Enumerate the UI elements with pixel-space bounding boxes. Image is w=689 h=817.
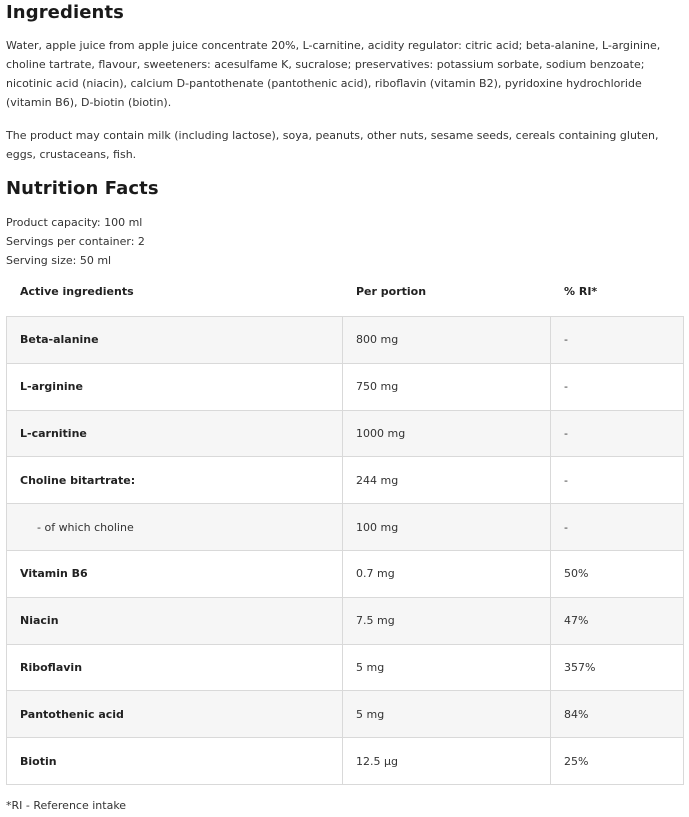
ingredient-name: Beta-alanine: [7, 317, 343, 364]
table-row: [7, 597, 684, 644]
ingredients-heading: Ingredients: [6, 2, 124, 23]
ingredient-name: Riboflavin: [7, 644, 343, 691]
per-portion-value: 5 mg: [343, 644, 551, 691]
ri-value: -: [551, 317, 684, 364]
ingredient-name: Pantothenic acid: [7, 691, 343, 738]
ingredient-name: L-carnitine: [7, 410, 343, 457]
ri-value: -: [551, 504, 684, 551]
per-portion-value: 100 mg: [343, 504, 551, 551]
ingredient-name: Niacin: [7, 597, 343, 644]
header-active-ingredients: Active ingredients: [20, 285, 134, 298]
ingredient-name: Vitamin B6: [7, 550, 343, 597]
product-capacity: Product capacity: 100 ml: [6, 216, 143, 229]
servings-per-container: Servings per container: 2: [6, 235, 145, 248]
serving-size: Serving size: 50 ml: [6, 254, 112, 267]
table-row: [7, 317, 684, 364]
per-portion-value: 12.5 µg: [343, 738, 551, 785]
ri-value: -: [551, 410, 684, 457]
header-ri: % RI*: [564, 285, 598, 298]
table-row: [7, 504, 684, 551]
table-row: [7, 410, 684, 457]
per-portion-value: 1000 mg: [343, 410, 551, 457]
allergens-text: The product may contain milk (including lactose), soya, peanuts, other nuts, sesame seeds, cereals containing gluten, eggs, crustaceans, fish.: [6, 129, 659, 161]
ri-value: 25%: [551, 738, 684, 785]
table-row: [7, 457, 684, 504]
ingredients-text: Water, apple juice from apple juice concentrate 20%, L-carnitine, acidity regulator: citric acid; beta-alanine, L-arginine, choline tartrate, flavour, sweeteners: acesulfame K, sucralose; preservatives: potassium sorbate, sodium benzoate; nicotinic acid (niacin), calcium D-pantothenate (pantothenic acid), riboflavin (vitamin B2), pyridoxine hydrochloride (vitamin B6), D-biotin (biotin).: [6, 39, 661, 109]
table-row: [7, 738, 684, 785]
table-row: [7, 691, 684, 738]
per-portion-value: 5 mg: [343, 691, 551, 738]
table-row: [7, 644, 684, 691]
ri-footnote: *RI - Reference intake: [6, 799, 127, 812]
table-row: [7, 363, 684, 410]
table-row: [7, 550, 684, 597]
nutrition-facts-heading: Nutrition Facts: [6, 178, 159, 199]
per-portion-value: 7.5 mg: [343, 597, 551, 644]
ri-value: 47%: [551, 597, 684, 644]
product-meta: [6, 213, 145, 270]
ri-value: 50%: [551, 550, 684, 597]
ingredient-name: - of which choline: [7, 504, 343, 551]
header-per-portion: Per portion: [356, 285, 427, 298]
nutrition-table-header: [6, 282, 683, 302]
ingredient-name: Choline bitartrate:: [7, 457, 343, 504]
ingredient-name: Biotin: [7, 738, 343, 785]
ri-value: -: [551, 363, 684, 410]
per-portion-value: 0.7 mg: [343, 550, 551, 597]
per-portion-value: 244 mg: [343, 457, 551, 504]
nutrition-table: [6, 316, 684, 785]
ri-value: 84%: [551, 691, 684, 738]
ri-value: 357%: [551, 644, 684, 691]
per-portion-value: 800 mg: [343, 317, 551, 364]
ri-value: -: [551, 457, 684, 504]
per-portion-value: 750 mg: [343, 363, 551, 410]
ingredient-name: L-arginine: [7, 363, 343, 410]
